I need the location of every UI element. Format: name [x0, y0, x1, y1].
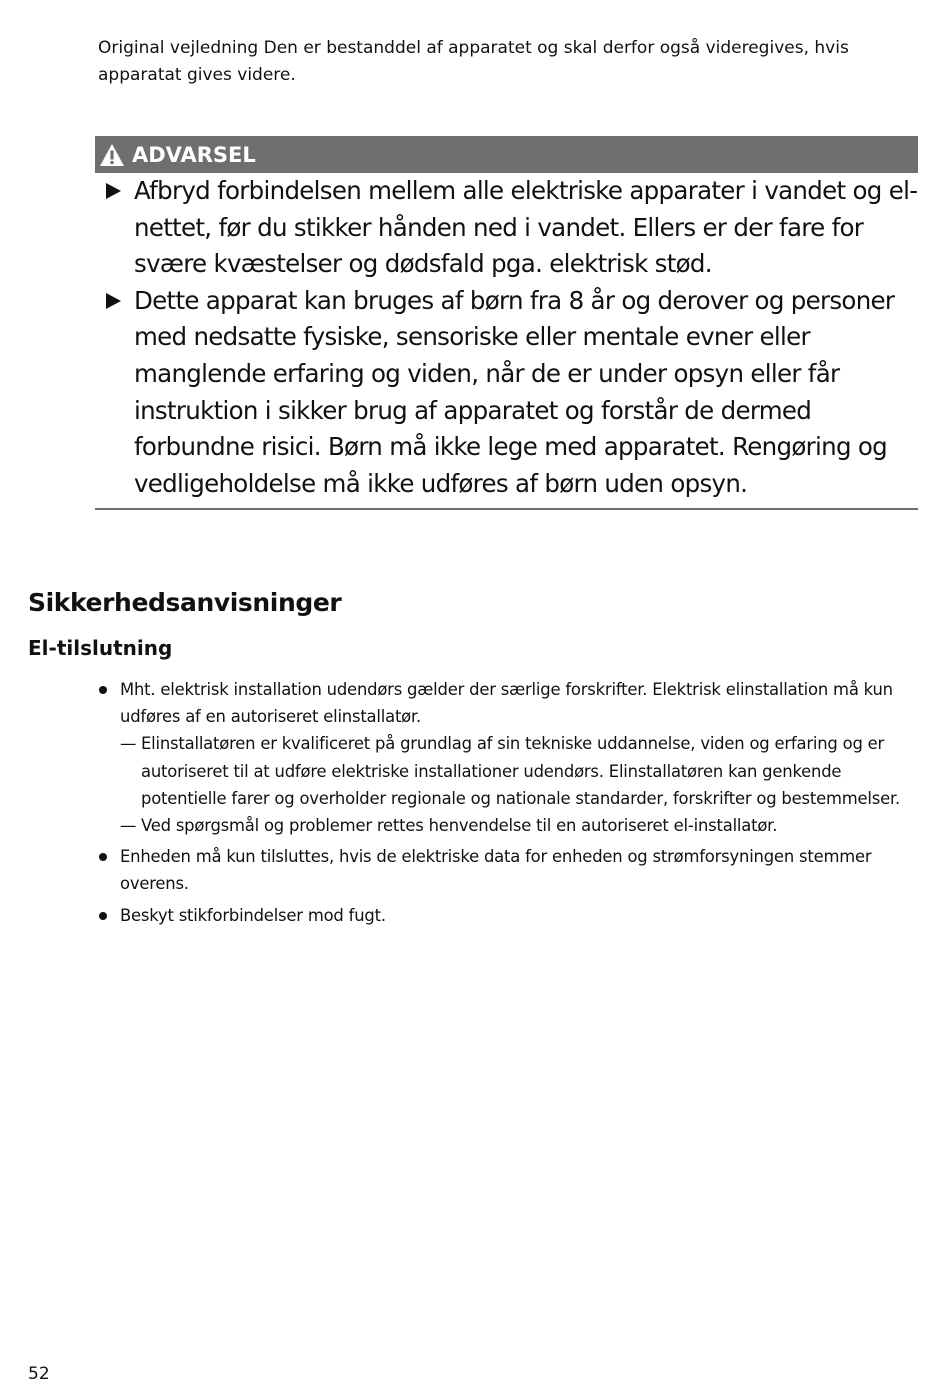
sub-list-item [120, 730, 913, 812]
dash-icon: — [120, 734, 137, 754]
warning-header [95, 136, 918, 173]
intro-paragraph: Original vejledning Den er bestanddel af apparatet og skal derfor også videregives, hvis apparatat gives videre. [98, 38, 849, 85]
warning-triangle-icon [99, 143, 125, 167]
triangle-right-icon [106, 183, 121, 199]
section-title: Sikkerhedsanvisninger [28, 588, 342, 617]
triangle-right-icon [106, 293, 121, 309]
list-item [98, 902, 913, 929]
subsection-title: El-tilslutning [28, 636, 173, 660]
warning-item-text: Afbryd forbindelsen mellem alle elektriske apparater i vandet og el-nettet, før du stikker hånden ned i vandet. Ellers er der fare for svære kvæstelser og dødsfald pga. elektrisk stød. [134, 176, 918, 279]
bullet-icon [99, 686, 107, 694]
warning-title: ADVARSEL [132, 142, 256, 167]
page-number: 52 [28, 1364, 50, 1384]
sub-list-item [120, 812, 913, 839]
sub-list-item-text: Elinstallatøren er kvalificeret på grundlag af sin tekniske uddannelse, viden og erfaring og er autoriseret til at udføre elektriske installationer udendørs. Elinstallatøren kan genkende potentielle farer og overholder regionale og nationale standarder, forskrifter og bestemmelser. [141, 734, 900, 808]
dash-icon: — [120, 816, 137, 836]
list-item-text: Beskyt stikforbindelser mod fugt. [120, 905, 386, 925]
warning-list [95, 173, 918, 502]
list-item-text: Mht. elektrisk installation udendørs gælder der særlige forskrifter. Elektrisk elinstallation må kun udføres af en autoriseret elinstallatør. [120, 680, 893, 727]
bullet-icon [99, 853, 107, 861]
list-item [98, 843, 913, 897]
warning-box [95, 136, 918, 510]
sub-list [120, 730, 913, 839]
warning-item-text: Dette apparat kan bruges af børn fra 8 år og derover og personer med nedsatte fysiske, sensoriske eller mentale evner eller manglende erfaring og viden, når de er under opsyn eller får instruktion i sikker brug af apparatet og forstår de dermed forbundne risici. Børn må ikke lege med apparatet. Rengøring og vedligeholdelse må ikke udføres af børn uden opsyn. [134, 285, 895, 498]
list-item [98, 676, 913, 839]
list-item-text: Enheden må kun tilsluttes, hvis de elektriske data for enheden og strømforsyningen stemmer overens. [120, 847, 872, 894]
warning-item [95, 283, 918, 503]
warning-item [95, 173, 918, 283]
bullet-icon [99, 912, 107, 920]
sub-list-item-text: Ved spørgsmål og problemer rettes henvendelse til en autoriseret el-installatør. [141, 816, 778, 836]
safety-list [98, 676, 913, 933]
